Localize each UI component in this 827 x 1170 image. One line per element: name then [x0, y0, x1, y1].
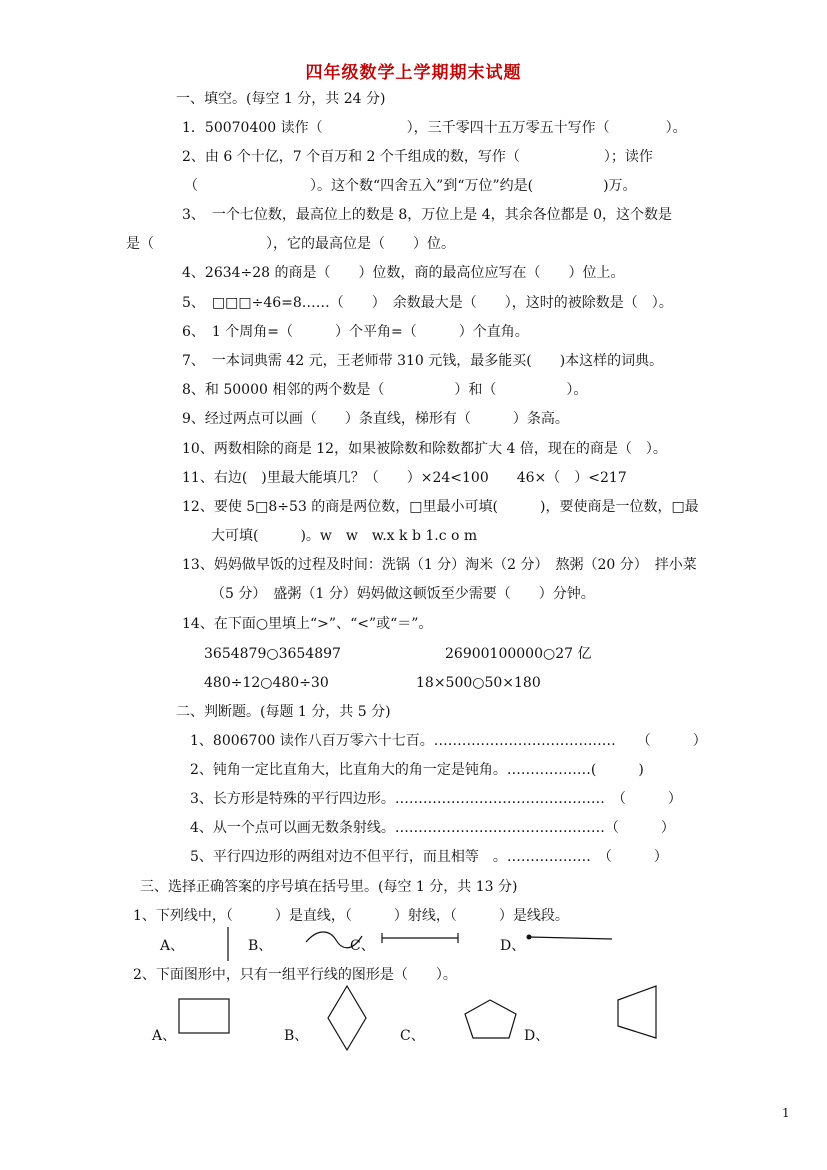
fill-question: （5 分） 盛粥（1 分）妈妈做这顿饭至少需要（ ）分钟。	[211, 586, 595, 602]
section-judge-heading: 二、判断题。(每题 1 分，共 5 分)	[176, 704, 391, 720]
fill-question: 13、妈妈做早饭的过程及时间：洗锅（1 分）淘米（2 分） 熬粥（20 分） 拌小菜	[182, 557, 697, 573]
section-choice-heading: 三、选择正确答案的序号填在括号里。(每空 1 分，共 13 分)	[140, 879, 518, 895]
fill-question: 1．50070400 读作（ ），三千零四十五万零五十写作（ ）。	[182, 120, 687, 136]
judge-question: 1、8006700 读作八百万零六十七百。………………………………… （ ）	[190, 733, 707, 749]
judge-question: 4、从一个点可以画无数条射线。………………………………………（ ）	[190, 820, 675, 836]
judge-question: 5、平行四边形的两组对边不但平行，而且相等 。……………… （ ）	[190, 849, 668, 865]
fill-question: 4、2634÷28 的商是（ ）位数，商的最高位应写在（ ）位上。	[182, 265, 625, 281]
page-number: 1	[782, 1106, 790, 1120]
trapezoid-figure	[610, 984, 662, 1042]
judge-question: 3、长方形是特殊的平行四边形。……………………………………… （ ）	[190, 791, 682, 807]
fill-question: 6、 1 个周角=（ ）个平角=（ ）个直角。	[182, 324, 529, 340]
section-fill-heading: 一、填空。(每空 1 分，共 24 分)	[176, 91, 386, 107]
compare-item: 26900100000○27 亿	[445, 646, 592, 662]
judge-question: 2、钝角一定比直角大，比直角大的角一定是钝角。………………( )	[190, 762, 644, 778]
compare-item: 3654879○3654897	[204, 646, 341, 662]
option-label-c: C、	[400, 1028, 425, 1044]
rhombus-figure	[326, 984, 368, 1054]
option-label-b: B、	[248, 938, 273, 954]
rectangle-figure	[176, 996, 232, 1036]
choice-question: 2、下面图形中，只有一组平行线的图形是（ ）。	[133, 967, 457, 983]
compare-item: 480÷12○480÷30	[204, 675, 329, 691]
fill-question: 9、经过两点可以画（ ）条直线，梯形有（ ）条高。	[182, 411, 569, 427]
fill-question: 2、由 6 个十亿，7 个百万和 2 个千组成的数，写作（ ）；读作	[182, 149, 653, 165]
fill-question: 8、和 50000 相邻的两个数是（ ）和（ ）。	[182, 382, 588, 398]
compare-item: 18×500○50×180	[416, 675, 541, 691]
option-label-d: D、	[500, 938, 526, 954]
fill-question: 11、右边( )里最大能填几？（ ）×24<100 46×（ ）<217	[182, 470, 627, 486]
ray-figure	[524, 930, 616, 946]
fill-question: 大可填( )。w w w.x k b 1.c o m	[211, 528, 478, 544]
fill-question: 5、 □□□÷46=8……（ ） 余数最大是（ ），这时的被除数是（ ）。	[182, 295, 673, 311]
option-label-a: A、	[160, 938, 185, 954]
page-title: 四年级数学上学期期末试题	[305, 63, 522, 83]
fill-question: 12、要使 5□8÷53 的商是两位数，□里最小可填( )，要使商是一位数，□最	[182, 499, 699, 515]
fill-question: 7、 一本词典需 42 元，王老师带 310 元钱，最多能买( )本这样的词典。	[182, 353, 664, 369]
choice-question: 1、下列线中，（ ）是直线，（ ）射线，（ ）是线段。	[133, 908, 569, 924]
option-label-c: C、	[350, 938, 375, 954]
fill-question: 14、在下面○里填上“>”、“<”或“＝”。	[182, 616, 433, 632]
option-label-d: D、	[524, 1028, 550, 1044]
fill-question: 3、 一个七位数，最高位上的数是 8，万位上是 4，其余各位都是 0，这个数是	[182, 207, 672, 223]
vertical-line-figure	[222, 925, 234, 963]
pentagon-figure	[462, 998, 520, 1042]
fill-question: 10、两数相除的商是 12，如果被除数和除数都扩大 4 倍，现在的商是（ ）。	[182, 441, 667, 457]
option-label-b: B、	[284, 1028, 309, 1044]
line-segment-figure	[380, 930, 462, 946]
fill-question: 是（ ），它的最高位是（ ）位。	[126, 236, 455, 252]
option-label-a: A、	[152, 1028, 177, 1044]
fill-question: （ ）。这个数“四舍五入”到“万位”约是( )万。	[184, 178, 637, 194]
